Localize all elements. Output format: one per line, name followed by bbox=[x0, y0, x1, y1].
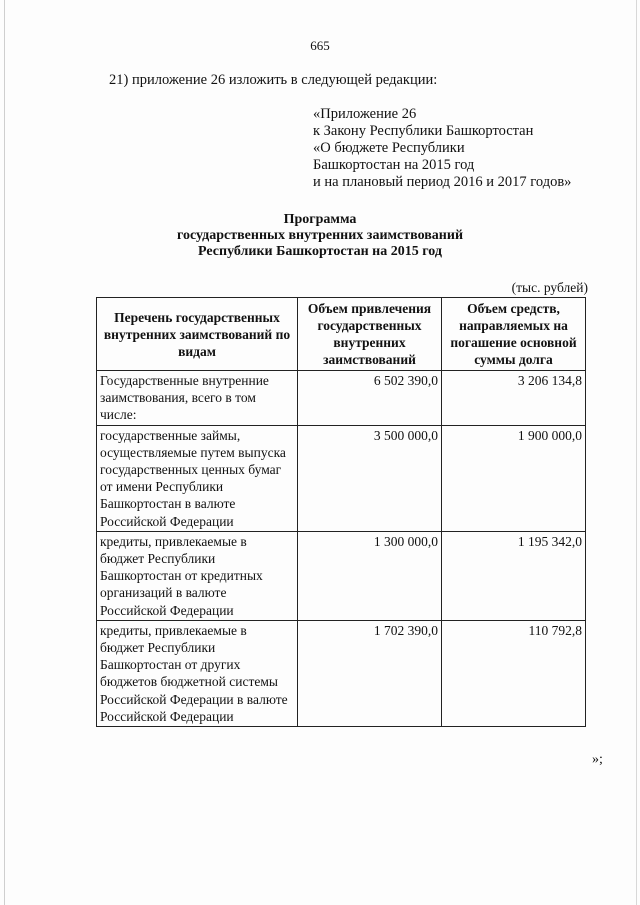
annex-line: «Приложение 26 bbox=[313, 106, 417, 122]
borrowing-type: государственные займы, осуществляемые путем выпуска государственных ценных бумаг от имени Республики Башкортостан в валюте Российской Федерации bbox=[97, 425, 298, 531]
annex-line: Башкортостан на 2015 год bbox=[313, 157, 475, 173]
attraction-amount: 3 500 000,0 bbox=[298, 425, 442, 531]
annex-line: и на плановый период 2016 и 2017 годов» bbox=[313, 174, 572, 190]
repayment-amount: 1 900 000,0 bbox=[442, 425, 586, 531]
header-attraction-volume: Объем привлечения государственных внутренних заимствований bbox=[298, 298, 442, 371]
repayment-amount: 110 792,8 bbox=[442, 620, 586, 726]
title-line: Республики Башкортостан на 2015 год bbox=[198, 244, 442, 259]
title-line: Программа bbox=[283, 212, 357, 227]
closing-quote: »; bbox=[592, 752, 603, 767]
attraction-amount: 1 702 390,0 bbox=[298, 620, 442, 726]
borrowing-type: кредиты, привлекаемые в бюджет Республики Башкортостан от кредитных организаций в валюте Российской Федерации bbox=[97, 531, 298, 620]
borrowing-type: кредиты, привлекаемые в бюджет Республики Башкортостан от других бюджетов бюджетной системы Российской Федерации в валюте Российской Федерации bbox=[97, 620, 298, 726]
scan-edge-left bbox=[4, 0, 5, 905]
repayment-amount: 1 195 342,0 bbox=[442, 531, 586, 620]
scan-edge-right bbox=[636, 0, 637, 905]
attraction-amount: 6 502 390,0 bbox=[298, 371, 442, 426]
page-number: 665 bbox=[310, 38, 330, 53]
table-row bbox=[97, 371, 586, 426]
borrowing-table bbox=[96, 297, 586, 727]
header-borrowing-types: Перечень государственных внутренних заимствований по видам bbox=[97, 298, 298, 371]
title-line: государственных внутренних заимствований bbox=[176, 228, 464, 243]
amendment-intro: 21) приложение 26 изложить в следующей редакции: bbox=[109, 72, 438, 88]
attraction-amount: 1 300 000,0 bbox=[298, 531, 442, 620]
annex-line: к Закону Республики Башкортостан bbox=[313, 123, 534, 139]
annex-line: «О бюджете Республики bbox=[313, 140, 465, 156]
header-repayment-volume: Объем средств, направляемых на погашение основной суммы долга bbox=[442, 298, 586, 371]
table-row bbox=[97, 425, 586, 531]
repayment-amount: 3 206 134,8 bbox=[442, 371, 586, 426]
table-row bbox=[97, 531, 586, 620]
units-label: (тыс. рублей) bbox=[511, 280, 588, 295]
borrowing-type: Государственные внутренние заимствования, всего в том числе: bbox=[97, 371, 298, 426]
table-row bbox=[97, 620, 586, 726]
table-header-row bbox=[97, 298, 586, 371]
program-title bbox=[0, 212, 640, 260]
annex-reference bbox=[313, 106, 571, 191]
